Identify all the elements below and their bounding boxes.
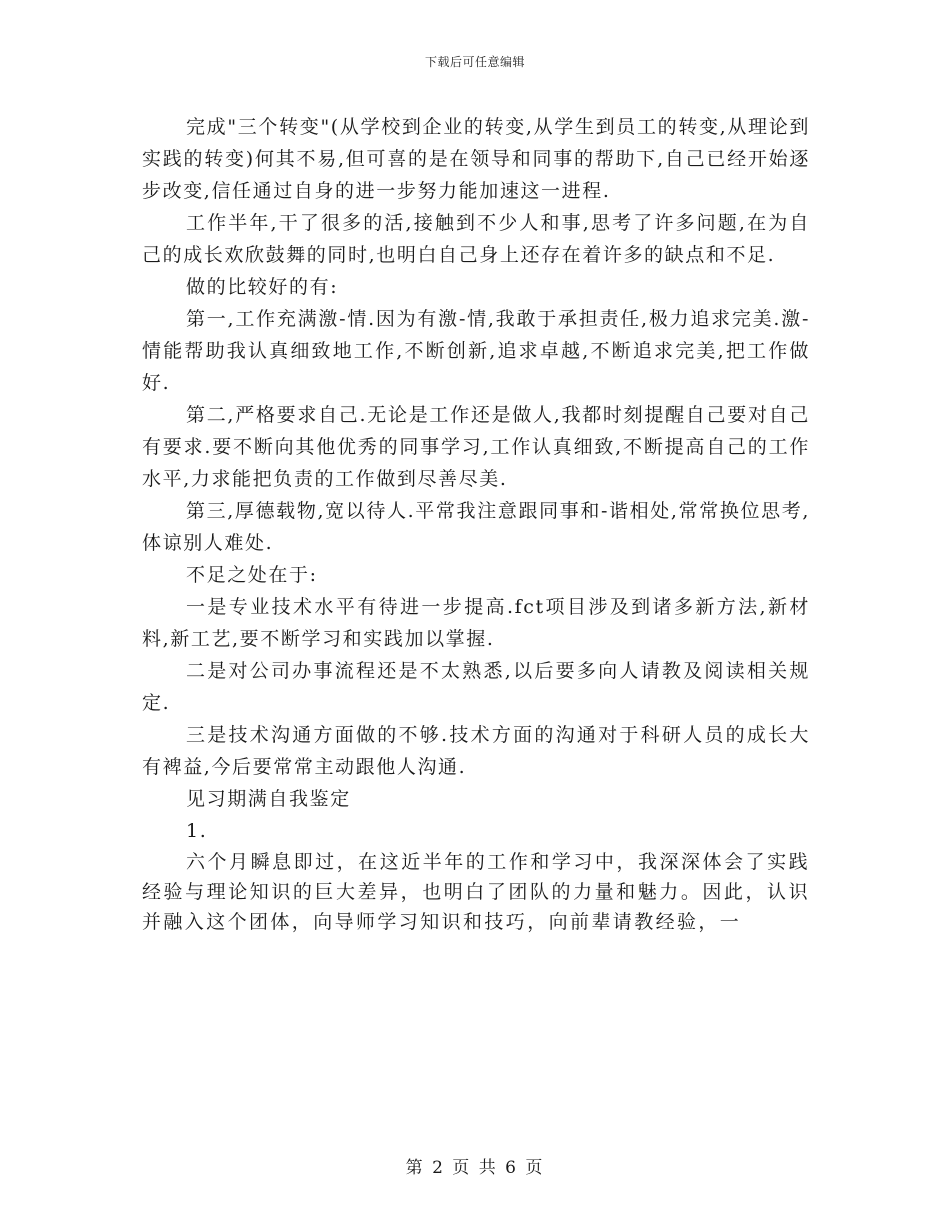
document-body	[142, 111, 810, 937]
weakness-item-1: 一是专业技术水平有待进一步提高.fct项目涉及到诸多新方法,新材料,新工艺,要不断学习和实践加以掌握.	[142, 596, 810, 650]
paragraph-six-months: 六个月瞬息即过，在这近半年的工作和学习中，我深深体会了实践经验与理论知识的巨大差异，也明白了团队的力量和魅力。因此，认识并融入这个团体，向导师学习知识和技巧，向前辈请教经验，一	[142, 851, 810, 933]
weakness-item-3: 三是技术沟通方面做的不够.技术方面的沟通对于科研人员的成长大有裨益,今后要常常主动跟他人沟通.	[142, 724, 810, 778]
paragraph-half-year-work: 工作半年,干了很多的活,接触到不少人和事,思考了许多问题,在为自己的成长欢欣鼓舞的同时,也明白自己身上还存在着许多的缺点和不足.	[142, 212, 810, 266]
strength-item-2: 第二,严格要求自己.无论是工作还是做人,我都时刻提醒自己要对自己有要求.要不断向其他优秀的同事学习,工作认真细致,不断提高自己的工作水平,力求能把负责的工作做到尽善尽美.	[142, 404, 810, 490]
section-number: 1.	[186, 820, 208, 842]
heading-strengths: 做的比较好的有:	[186, 276, 339, 298]
page-header: 下载后可任意编辑	[424, 55, 525, 69]
heading-weaknesses: 不足之处在于:	[186, 564, 318, 586]
section-title-self-assessment: 见习期满自我鉴定	[186, 788, 351, 810]
page-number: 第 2 页 共 6 页	[405, 1158, 545, 1178]
strength-item-1: 第一,工作充满激-情.因为有激-情,我敢于承担责任,极力追求完美.激-情能帮助我认真细致地工作,不断创新,追求卓越,不断追求完美,把工作做好.	[142, 308, 810, 394]
paragraph-three-transformations: 完成"三个转变"(从学校到企业的转变,从学生到员工的转变,从理论到实践的转变)何其不易,但可喜的是在领导和同事的帮助下,自己已经开始逐步改变,信任通过自身的进一步努力能加速这一进程.	[142, 116, 810, 202]
weakness-item-2: 二是对公司办事流程还是不太熟悉,以后要多向人请教及阅读相关规定.	[142, 660, 810, 714]
strength-item-3: 第三,厚德载物,宽以待人.平常我注意跟同事和-谐相处,常常换位思考,体谅别人难处.	[142, 500, 810, 554]
